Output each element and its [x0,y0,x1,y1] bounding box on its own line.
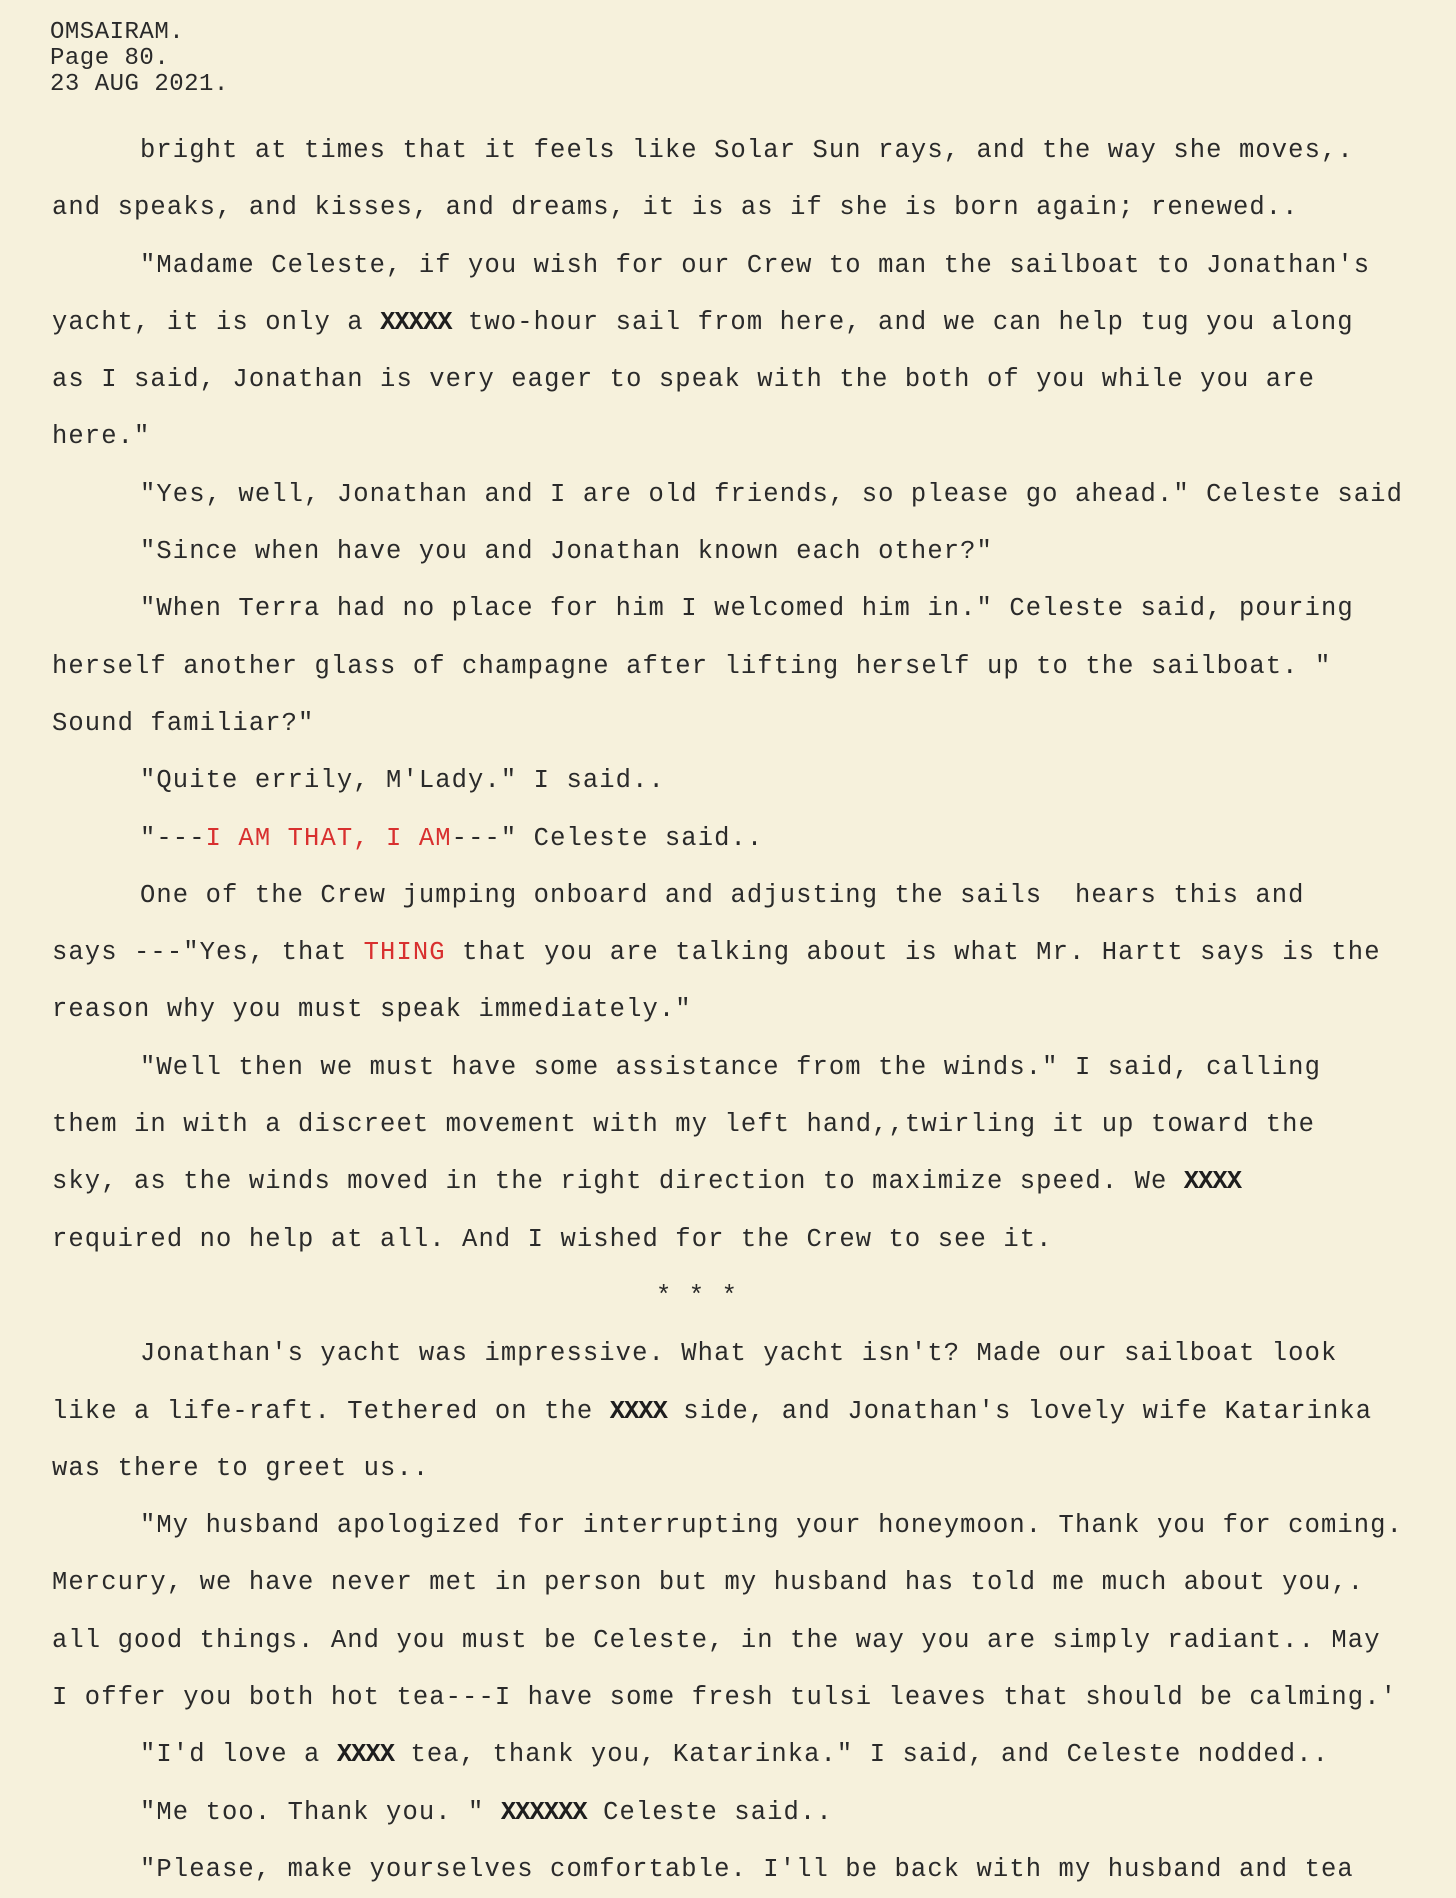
page-header [50,20,229,98]
text-span: "I'd love a [140,1740,337,1770]
page-number: Page 80. [50,45,170,72]
text-line: One of the Crew jumping onboard and adjusting the sails hears this and [140,880,1305,910]
text-line: here." [52,422,151,452]
text-line: all good things. And you must be Celeste, in the way you are simply radiant.. May [52,1625,1381,1655]
text-line: "My husband apologized for interrupting your honeymoon. Thank you for coming. [140,1511,1403,1541]
page-body [52,122,1452,1898]
text-line: Jonathan's yacht was impressive. What yacht isn't? Made our sailboat look [140,1339,1338,1369]
text-line: "Please, make yourselves comfortable. I'll be back with my husband and tea [140,1854,1354,1884]
text-span: "--- [140,823,206,853]
text-line: was there to greet us.. [52,1453,430,1483]
text-line: Sound familiar?" [52,708,315,738]
text-line: "Madame Celeste, if you wish for our Crew to man the sailboat to Jonathan's [140,250,1371,280]
text-span: "Me too. Thank you. " [140,1797,501,1827]
text-span: two-hour sail from here, and we can help tug you along [451,307,1354,337]
strikeout-mark: XXXX [609,1396,667,1426]
text-line [52,1784,1452,1841]
text-span: tea, thank you, Katarinka." I said, and Celeste nodded.. [394,1740,1330,1770]
text-line: bright at times that it feels like Solar Sun rays, and the way she moves,. [140,136,1354,165]
text-line: "Since when have you and Jonathan known each other?" [140,537,993,567]
text-span: yacht, it is only a [52,307,381,337]
text-line: "Yes, well, Jonathan and I are old friends, so please go ahead." Celeste said [140,479,1403,509]
text-line: Mercury, we have never met in person but my husband has told me much about you,. [52,1568,1365,1598]
text-line: and speaks, and kisses, and dreams, it is as if she is born again; renewed.. [52,193,1299,223]
text-span: ---" Celeste said.. [451,823,764,853]
text-line: them in with a discreet movement with my left hand,,twirling it up toward the [52,1110,1315,1140]
red-ink-text: THING [363,938,446,968]
text-line [52,294,1452,351]
text-span: side, and Jonathan's lovely wife Katarinka [666,1396,1373,1426]
text-line [52,810,1452,867]
strikeout-mark: XXXXX [380,307,452,337]
text-line: "Quite errily, M'Lady." I said.. [140,766,665,796]
strikeout-mark: XXXX [336,1740,395,1770]
red-ink-text: I AM THAT, I AM [205,823,452,853]
page-date: 23 AUG 2021. [50,71,229,98]
text-span: sky, as the winds moved in the right direction to maximize speed. We [52,1167,1184,1197]
strikeout-mark: XXXX [1183,1167,1241,1197]
text-line [52,1726,1452,1783]
section-break: * * * [655,1281,738,1311]
text-line: "When Terra had no place for him I welcomed him in." Celeste said, pouring [140,594,1354,624]
text-line: as I said, Jonathan is very eager to speak with the both of you while you are [52,365,1315,395]
text-span: Celeste said.. [586,1797,833,1827]
text-span: that you are talking about is what Mr. Hartt says is the [445,938,1381,968]
text-line [52,1153,1452,1210]
text-line [52,1383,1452,1440]
text-line: "Well then we must have some assistance from the winds." I said, calling [140,1052,1321,1082]
header-title: OMSAIRAM. [50,19,185,46]
text-line [52,924,1452,981]
text-span: says ---"Yes, that [52,938,364,968]
text-line: reason why you must speak immediately." [52,995,692,1025]
text-line: required no help at all. And I wished for the Crew to see it. [52,1224,1053,1254]
strikeout-mark: XXXXXX [500,1797,587,1827]
text-span: like a life-raft. Tethered on the [52,1396,610,1426]
text-line: herself another glass of champagne after lifting herself up to the sailboat. " [52,651,1332,681]
text-line: I offer you both hot tea---I have some fresh tulsi leaves that should be calming.' [52,1683,1398,1713]
